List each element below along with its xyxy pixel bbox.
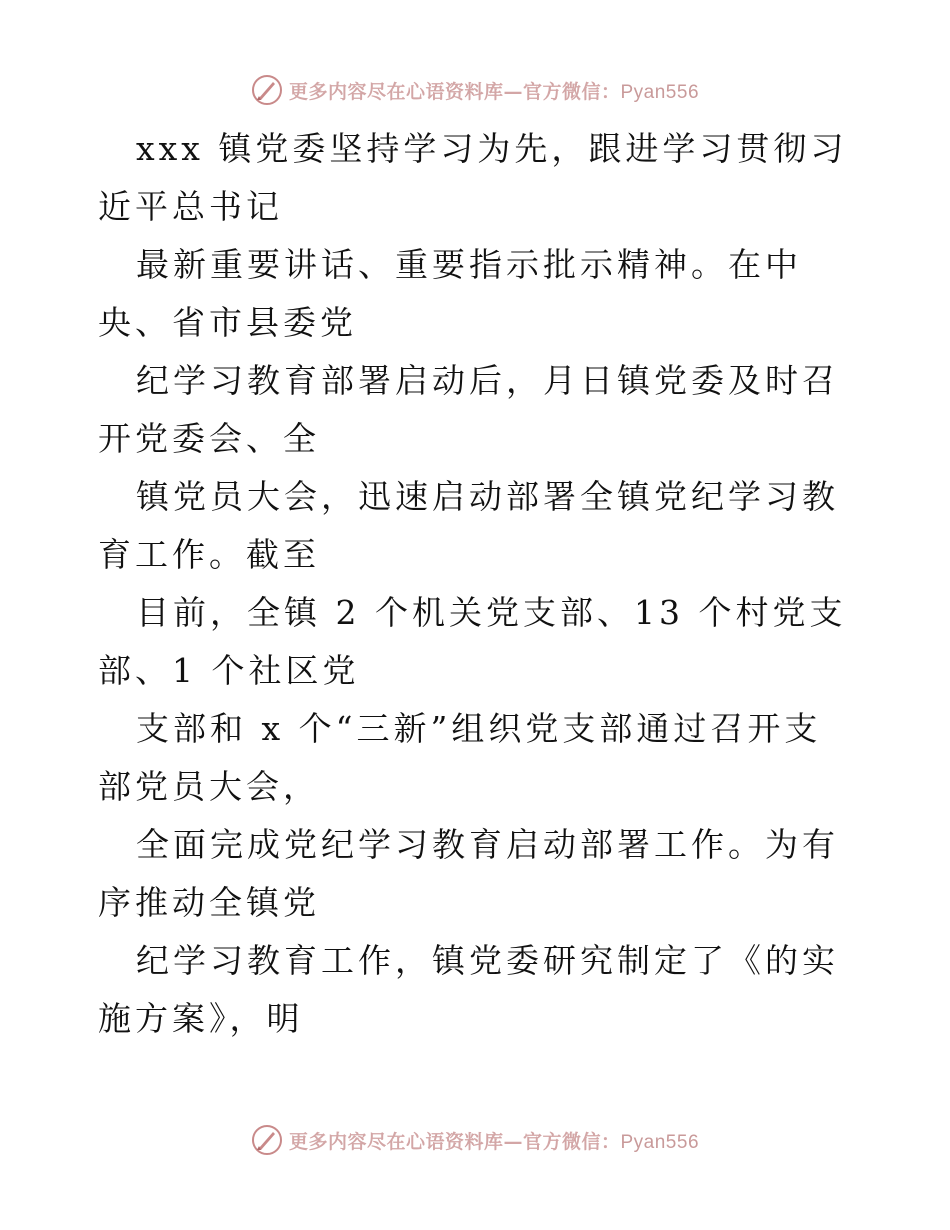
paragraph-line: 目前，全镇 2 个机关党支部、13 个村党支部、1 个社区党 bbox=[98, 593, 847, 690]
watermark-wechat-id: Pyan556 bbox=[620, 81, 700, 103]
paragraph-line: 全面完成党纪学习教育启动部署工作。为有序推动全镇党 bbox=[98, 825, 839, 922]
paragraph-line: xxx 镇党委坚持学习为先，跟进学习贯彻习近平总书记 bbox=[98, 129, 848, 226]
watermark-wechat-id: Pyan556 bbox=[620, 1131, 700, 1153]
watermark-label: 更多内容尽在心语资料库—官方微信：Pyan556 bbox=[288, 80, 700, 103]
footer-watermark bbox=[0, 1120, 950, 1160]
paragraph-line: 支部和 x 个“三新”组织党支部通过召开支部党员大会， bbox=[98, 709, 822, 806]
paragraph-line: 纪学习教育部署启动后，月日镇党委及时召开党委会、全 bbox=[98, 361, 839, 458]
paragraph-line: 最新重要讲话、重要指示批示精神。在中央、省市县委党 bbox=[98, 245, 802, 342]
header-watermark bbox=[0, 70, 950, 110]
quill-logo-icon bbox=[251, 74, 283, 106]
watermark-label: 更多内容尽在心语资料库—官方微信：Pyan556 bbox=[288, 1130, 700, 1153]
paragraph-line: 纪学习教育工作，镇党委研究制定了《的实施方案》，明 bbox=[98, 941, 839, 1038]
paragraph-line: 镇党员大会，迅速启动部署全镇党纪学习教育工作。截至 bbox=[98, 477, 839, 574]
document-body bbox=[98, 120, 858, 1048]
quill-logo-icon bbox=[251, 1124, 283, 1156]
